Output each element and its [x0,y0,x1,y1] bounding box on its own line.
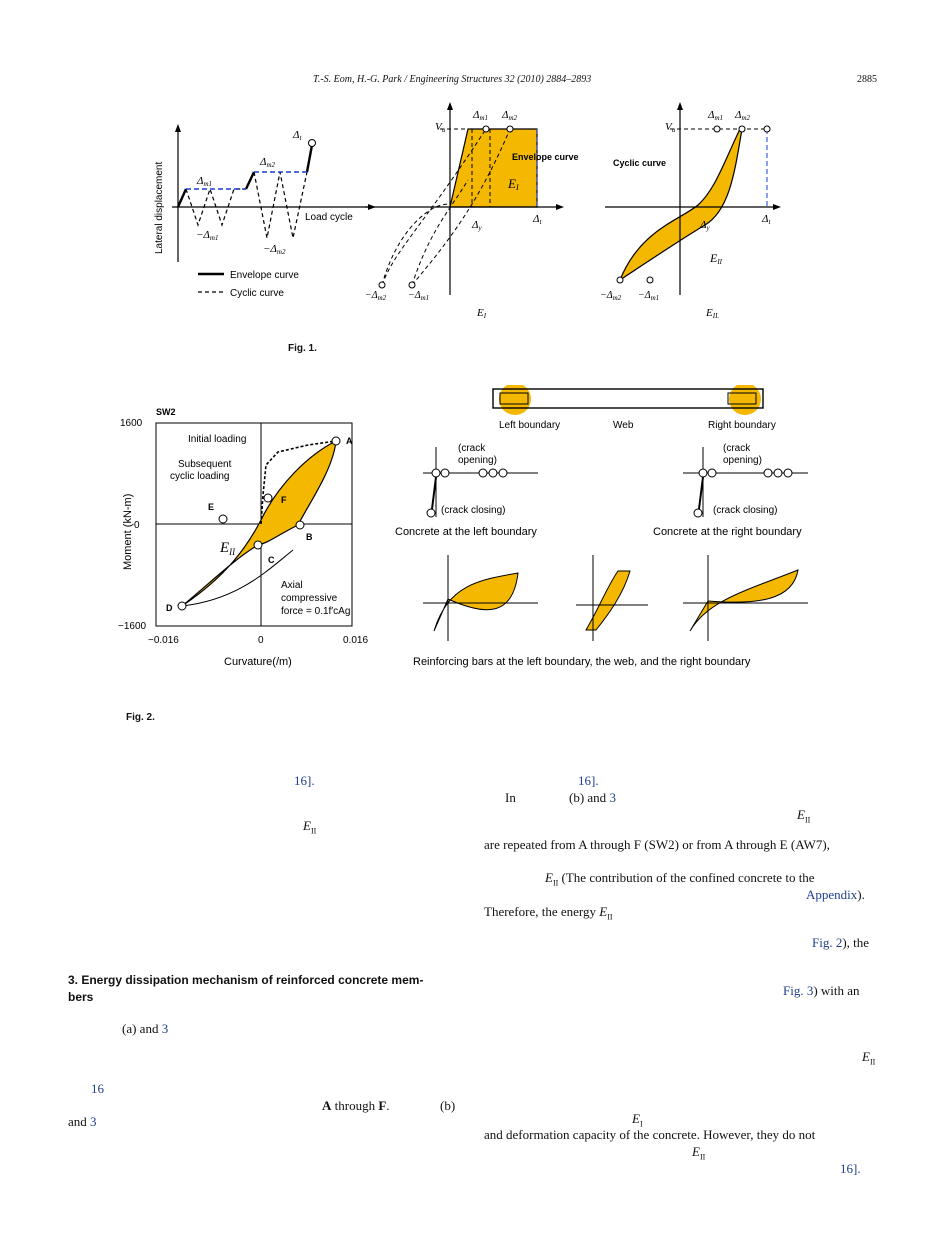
fig2-subsequent2: cyclic loading [170,471,230,482]
right-fig2-ref: Fig. 2), the [812,935,870,950]
svg-text:−Δm2: $-\Delta_{m2}$ [600,290,622,302]
svg-text:−Δm1: −Δm1 [196,229,219,242]
svg-text:Δt: Δt [293,129,302,142]
fig2-chart-title: SW2 [156,407,176,417]
fig2-axial3: force = 0.1f′cAg [281,606,351,617]
svg-text:F: F [281,495,287,505]
fig1-caption: Fig. 1. [288,343,317,354]
fig1c-cyclic-label: Cyclic curve [613,158,667,168]
svg-text:C: C [268,555,275,565]
svg-text:A: A [346,436,353,446]
fig2-subsequent1: Subsequent [178,459,232,470]
fig2-ytick-1600: 1600 [120,418,143,429]
svg-text:EII.: EII. [706,307,720,320]
running-title: T.-S. Eom, H.-G. Park / Engineering Structures 32 (2010) 2884–2893 [313,74,592,85]
svg-text:Δm1: Δm1 [197,175,213,188]
left-b-ref: (b) [440,1098,456,1113]
fig2-left-crack-close: (crack closing) [441,505,506,516]
fig1a-ylabel: Lateral displacement [154,161,165,254]
svg-text:Vu: Vu [435,121,446,134]
right-fig3-ref: Fig. 3) with an [783,983,860,998]
fig1b-energy-EI [365,102,579,320]
page-number: 2885 [857,74,877,85]
right-deformation-line: and deformation capacity of the concrete. However, they do not [484,1127,816,1142]
svg-text:Δy: Δy [700,219,710,232]
fig2-concrete-right [653,443,808,538]
fig2-rebar-diagrams [413,555,808,668]
svg-text:Δm1: Δm1 [473,109,489,122]
svg-text:EII: $E_{II}$ [220,540,236,557]
left-eii: $E_{II}$ [303,818,317,836]
fig2-xlabel: Curvature(/m) [224,656,292,668]
right-repeated-line: are repeated from A through F (SW2) or from A through E (AW7), [484,837,830,852]
figure-2 [118,385,898,675]
fig2-wall-elevation [493,385,776,431]
svg-text:EII: EII [710,251,723,266]
fig2-right-crack-close: (crack closing) [713,505,778,516]
figure-1 [150,100,880,325]
fig1a-displacement-history [154,124,376,299]
fig2-left-crack-open2: opening) [458,455,497,466]
left-fig3a-ref: (a) and 3 [122,1021,169,1036]
fig2-ytick-neg1600: −1600 [118,621,147,632]
fig2-initial-loading: Initial loading [188,434,247,445]
fig1b-envelope-label: Envelope curve [512,152,579,162]
svg-text:−Δm2: $-\Delta_{m2}$ [365,290,387,302]
right-therefore: Therefore, the energy $E_{II}$ [484,904,613,922]
right-ref-16b[interactable]: 16]. [840,1161,861,1176]
left-ref-16b[interactable]: 16 [91,1081,104,1096]
fig1a-legend-envelope: Envelope curve [230,270,299,281]
svg-text:−Δm1: $-\Delta_{m1}$ [408,290,430,302]
fig2-moment-curvature-chart [118,407,368,668]
fig2-left-crack-open1: (crack [458,443,486,454]
svg-text:Δy: Δy [472,219,482,232]
fig1a-legend-cyclic: Cyclic curve [230,288,284,299]
svg-text:D: D [166,603,173,613]
svg-text:Δt: Δt [533,213,542,226]
fig2-ylabel: Moment (kN-m) [122,493,134,570]
fig2-concrete-left-label: Concrete at the left boundary [395,526,537,538]
fig2-right-crack-open1: (crack [723,443,751,454]
svg-text:−Δm2: −Δm2 [263,243,286,256]
svg-text:EI: EI [508,176,519,192]
fig2-axial1: Axial [281,580,303,591]
right-ref-16a[interactable]: 16]. [578,773,599,788]
svg-text:Δm2: Δm2 [260,156,276,169]
right-eii-3: $E_{II}$ [692,1144,706,1162]
fig2-right-boundary: Right boundary [708,420,776,431]
svg-text:EI: EI [477,307,487,320]
right-b-and-3: (b) and 3 [569,790,616,805]
right-ei: $E_I$ [632,1111,643,1129]
fig1c-energy-EII [600,102,781,320]
svg-text:−Δm1: $-\Delta_{m1}$ [638,290,660,302]
fig2-ytick-0: 0 [134,520,140,531]
svg-text:B: B [306,532,313,542]
fig2-concrete-right-label: Concrete at the right boundary [653,526,802,538]
svg-text:Δm2: Δm2 [735,109,751,122]
right-appendix-ref: Appendix). [806,887,865,902]
svg-text:E: E [208,502,215,512]
fig1a-xlabel: Load cycle [305,212,353,223]
fig2-web: Web [613,420,634,431]
fig2-caption: Fig. 2. [126,712,155,723]
right-eii-contribution: $E_{II}$ (The contribution of the confined concrete to the [545,870,815,888]
svg-text:Vu: Vu [665,121,676,134]
right-in: In [505,790,516,805]
fig2-xtick-0: 0 [258,635,264,646]
fig2-right-crack-open2: opening) [723,455,762,466]
left-and-3: and 3 [68,1114,97,1129]
fig2-xtick-pos: 0.016 [343,635,369,646]
section-heading: 3. Energy dissipation mechanism of reinforced concrete mem- bers [68,973,424,1004]
fig2-concrete-left [395,443,538,538]
right-eii-1: $E_{II}$ [797,807,811,825]
fig2-xtick-neg: −0.016 [148,635,179,646]
svg-text:Δm2: Δm2 [502,109,518,122]
left-a-through-f: A through F. [322,1098,390,1113]
fig2-axial2: compressive [281,593,338,604]
fig2-left-boundary: Left boundary [499,420,561,431]
svg-text:Δt: Δt [762,213,771,226]
left-ref-16a[interactable]: 16]. [294,773,315,788]
svg-text:Δm1: Δm1 [708,109,724,122]
fig2-rebar-label: Reinforcing bars at the left boundary, the web, and the right boundary [413,656,751,668]
right-eii-2: $E_{II}$ [862,1049,876,1067]
